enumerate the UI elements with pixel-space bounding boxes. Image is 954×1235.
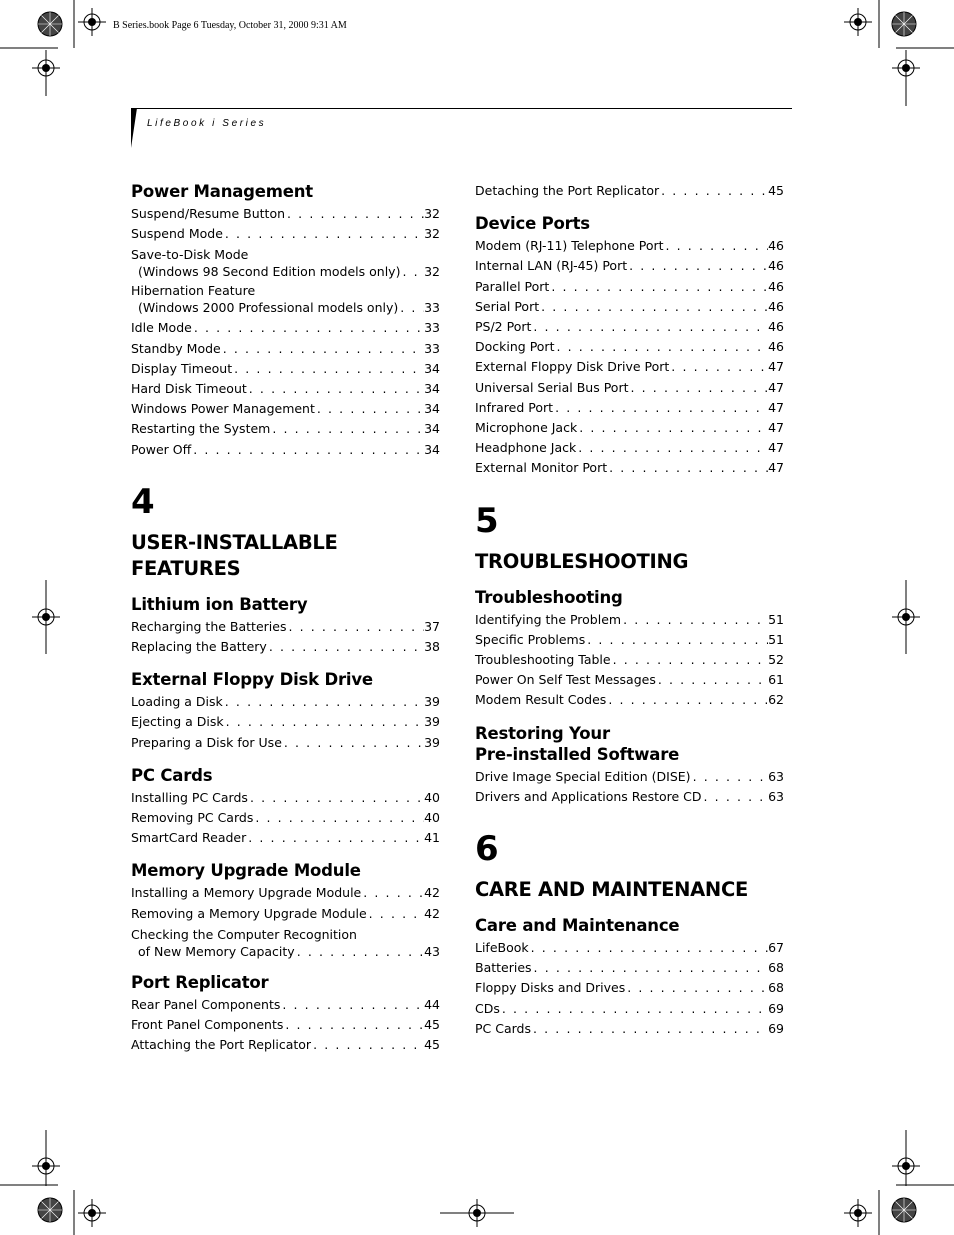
toc-entry[interactable]: Hard Disk Timeout . . . 34 [131,379,440,399]
toc-entry[interactable]: Suspend/Resume Button . . . 32 [131,204,440,224]
toc-entry[interactable]: LifeBook . . . 67 [475,938,784,958]
power-management-entries [131,204,440,460]
print-slug: B Series.book Page 6 Tuesday, October 31, 2000 9:31 AM [113,20,347,31]
toc-entry[interactable]: Display Timeout . . . 34 [131,359,440,379]
toc-entry[interactable]: PC Cards . . . 69 [475,1019,784,1039]
section-title-power-management: Power Management [131,182,313,201]
toc-entry[interactable]: Modem Result Codes . . . 62 [475,690,784,710]
header-tab [131,108,137,148]
toc-entry[interactable]: Drivers and Applications Restore CD . . . 63 [475,787,784,807]
section-title-device-ports: Device Ports [475,214,590,234]
section-title-lithium-battery: Lithium ion Battery [131,594,308,614]
toc-entry[interactable]: Suspend Mode . . . 32 [131,224,440,244]
toc-entry[interactable]: Microphone Jack . . . 47 [475,418,784,438]
toc-left-column [131,181,440,1055]
toc-entry[interactable]: Windows Power Management . . . 34 [131,399,440,419]
toc-entry[interactable]: External Floppy Disk Drive Port . . . 47 [475,357,784,377]
toc-entry[interactable]: Universal Serial Bus Port . . . 47 [475,378,784,398]
toc-entry[interactable]: Detaching the Port Replicator . . . 45 [475,181,784,201]
toc-entry[interactable]: CDs . . . 69 [475,999,784,1019]
toc-entry[interactable]: Internal LAN (RJ-45) Port . . . 46 [475,256,784,276]
section-title-care-maintenance: Care and Maintenance [475,916,680,936]
section-title-floppy-disk-drive: External Floppy Disk Drive [131,670,373,690]
toc-entry[interactable]: Batteries . . . 68 [475,958,784,978]
toc-entry[interactable]: Specific Problems . . . 51 [475,630,784,650]
toc-entry[interactable]: PS/2 Port . . . 46 [475,317,784,337]
section-title-memory-upgrade: Memory Upgrade Module [131,861,361,881]
toc-entry[interactable]: Save-to-Disk Mode (Windows 98 Second Edition models only) . . . 32 [131,246,440,280]
toc-entry[interactable]: Attaching the Port Replicator . . . 45 [131,1035,440,1055]
chapter-number: 5 [475,500,499,541]
toc-entry[interactable]: Floppy Disks and Drives . . . 68 [475,978,784,998]
toc-entry[interactable]: Rear Panel Components . . . 44 [131,995,440,1015]
toc-entry[interactable]: External Monitor Port . . . 47 [475,458,784,478]
toc-entry[interactable]: Parallel Port . . . 46 [475,277,784,297]
toc-entry[interactable]: Standby Mode . . . 33 [131,339,440,359]
section-title-restoring-software: Restoring Your Pre-installed Software [475,723,680,764]
toc-entry[interactable]: Power Off . . . 34 [131,440,440,460]
toc-entry[interactable]: Preparing a Disk for Use . . . 39 [131,733,440,753]
toc-entry[interactable]: Infrared Port . . . 47 [475,398,784,418]
toc-entry[interactable]: Drive Image Special Edition (DISE) . . . 63 [475,767,784,787]
toc-entry[interactable]: Hibernation Feature (Windows 2000 Professional models only) . . . 33 [131,282,440,316]
toc-entry[interactable]: Idle Mode . . . 33 [131,318,440,338]
toc-entry[interactable]: Replacing the Battery . . . 38 [131,637,440,657]
toc-entry[interactable]: Installing PC Cards . . . 40 [131,788,440,808]
toc-right-column [475,181,784,1039]
toc-entry[interactable]: Modem (RJ-11) Telephone Port . . . 46 [475,236,784,256]
chapter-title: USER-INSTALLABLE FEATURES [131,530,338,580]
toc-entry[interactable]: SmartCard Reader . . . 41 [131,828,440,848]
toc-entry[interactable]: Ejecting a Disk . . . 39 [131,712,440,732]
toc-entry[interactable]: Restarting the System . . . 34 [131,419,440,439]
chapter-number: 4 [131,481,155,522]
toc-entry[interactable]: Serial Port . . . 46 [475,297,784,317]
toc-entry[interactable]: Loading a Disk . . . 39 [131,692,440,712]
section-title-port-replicator: Port Replicator [131,972,269,992]
section-title-pc-cards: PC Cards [131,765,213,785]
toc-entry[interactable]: Removing PC Cards . . . 40 [131,808,440,828]
toc-entry[interactable]: Headphone Jack . . . 47 [475,438,784,458]
chapter-title: CARE AND MAINTENANCE [475,878,748,902]
section-title-troubleshooting: Troubleshooting [475,587,623,607]
toc-entry[interactable]: Front Panel Components . . . 45 [131,1015,440,1035]
toc-entry[interactable]: Recharging the Batteries . . . 37 [131,617,440,637]
toc-entry[interactable]: Power On Self Test Messages . . . 61 [475,670,784,690]
toc-entry[interactable]: Docking Port . . . 46 [475,337,784,357]
toc-entry[interactable]: Checking the Computer Recognition of New Memory Capacity . . . 43 [131,926,440,960]
toc-entry[interactable]: Removing a Memory Upgrade Module . . . 42 [131,904,440,924]
header-rule [131,108,792,109]
toc-entry[interactable]: Installing a Memory Upgrade Module . . . 42 [131,883,440,903]
toc-entry[interactable]: Troubleshooting Table . . . 52 [475,650,784,670]
toc-entry[interactable]: Identifying the Problem . . . 51 [475,610,784,630]
running-head: LifeBook i Series [147,118,267,129]
chapter-number: 6 [475,829,499,870]
chapter-title: TROUBLESHOOTING [475,549,689,573]
